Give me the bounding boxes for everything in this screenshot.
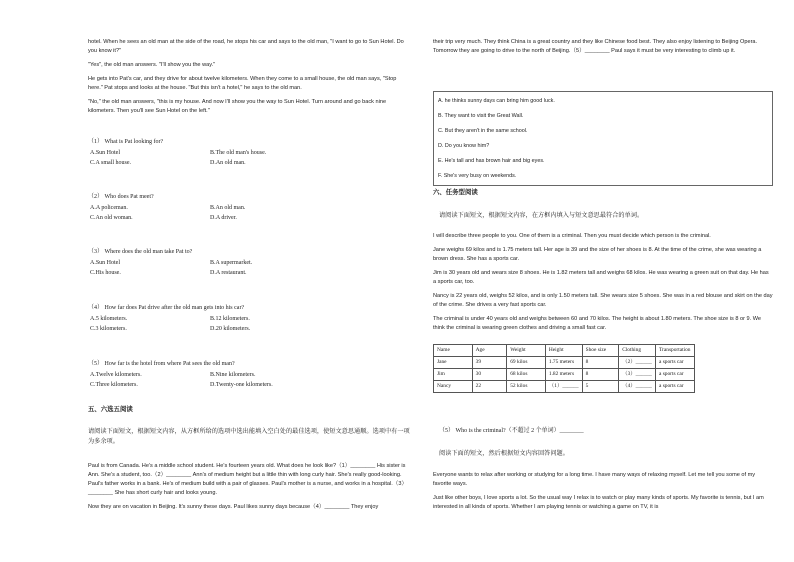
option-d-text: D. Do you know him? xyxy=(438,143,490,149)
option-b[interactable]: B.12 kilometers. xyxy=(210,316,250,322)
paragraph: Jim is 30 years old and wears size 8 shoes. He is 1.82 meters tall and weighs 68 kilos. He was wearing a green suit on that day. He has a sports car, too. xyxy=(433,270,769,285)
question-five: （5） Who is the criminal?（不超过 2 个单词）________ xyxy=(439,428,584,434)
passage-four xyxy=(433,471,773,512)
table-row xyxy=(434,381,695,393)
option-b-text: B. They want to visit the Great Wall. xyxy=(438,113,524,119)
option-a[interactable]: A.Twelve kilometers. xyxy=(90,372,142,378)
option-b[interactable]: B.Nine kilometers. xyxy=(210,372,256,378)
option-a-text: A. he thinks sunny days can bring him good luck. xyxy=(438,98,555,104)
option-a[interactable]: A.A policeman. xyxy=(90,205,128,211)
cell: 5 xyxy=(582,381,619,393)
answer-blank[interactable]: （3）______ xyxy=(619,369,656,381)
paragraph: Everyone wants to relax after working or studying for a long time. I have many ways of relaxing myself. Let me tell you some of my favorite ways. xyxy=(433,472,756,487)
option-d[interactable]: D.A driver. xyxy=(210,215,237,221)
section-six-title: 六、任务型阅读 xyxy=(433,189,478,196)
paragraph: Now they are on vacation in Beijing. It's sunny these days. Paul likes sunny days because（4）________ They enjoy xyxy=(88,504,379,510)
question-4 xyxy=(88,304,410,334)
option-c[interactable]: C.His house. xyxy=(90,270,121,276)
option-d[interactable]: D.20 kilometers. xyxy=(210,326,251,332)
cell: Jim xyxy=(434,369,473,381)
header-cell: Name xyxy=(434,345,473,357)
paragraph: "No," the old man answers, "this is my house. And now I'll show you the way to Sun Hotel. Turn around and go back nine kilometers. Then you'll see Sun Hotel on the left." xyxy=(88,99,387,114)
option-d[interactable]: D.An old man. xyxy=(210,160,246,166)
option-c[interactable]: C.A small house. xyxy=(90,160,132,166)
option-a[interactable]: A.Sun Hotel xyxy=(90,260,120,266)
cell: 69 kilos xyxy=(507,357,546,369)
question-5 xyxy=(88,360,410,390)
question-text: （4） How far does Pat drive after the old man gets into his car? xyxy=(88,305,245,311)
answer-blank[interactable]: （2）______ xyxy=(619,357,656,369)
option-c[interactable]: C.3 kilometers. xyxy=(90,326,127,332)
header-cell: Height xyxy=(545,345,582,357)
option-b[interactable]: B.A supermarket. xyxy=(210,260,253,266)
answer-blank[interactable]: （1）______ xyxy=(545,381,582,393)
cell: a sports car xyxy=(655,381,694,393)
cell: 68 kilos xyxy=(507,369,546,381)
option-a[interactable]: A.Sun Hotel xyxy=(90,150,120,156)
table-row xyxy=(434,369,695,381)
passage-one-end xyxy=(88,38,410,116)
cell: Nancy xyxy=(434,381,473,393)
section-six-instructions: 请阅读下面短文，根据短文内容，在方框内填入与短文意思最符合的单词。 xyxy=(439,212,644,219)
paragraph: Just like other boys, I love sports a lot. So the usual way I relax is to watch or play many kinds of sports. My favorite is tennis, but I am interested in all kinds of sports. Whether I am playing tennis or watching a game on TV, it is xyxy=(433,495,764,510)
header-cell: Age xyxy=(472,345,507,357)
cell: Jane xyxy=(434,357,473,369)
table-header-row xyxy=(434,345,695,357)
header-cell: Shoe size xyxy=(582,345,619,357)
header-cell: Clothing xyxy=(619,345,656,357)
paragraph: Paul is from Canada. He's a middle school student. He's fourteen years old. What does he look like?（1）________ His sister is Ann. She's a student, too.（2）________ Ann's of medium height but a little thin with long curly hair. She's really good-looking. Paul's father works in a bank. He's of medium build with a pair of glasses. Paul's mother is a nurse, and works in a hospital.（3）________ She has short curly hair and looks young. xyxy=(88,463,408,496)
cell: 1.82 meters xyxy=(545,369,582,381)
question-text: （3） Where does the old man take Pat to? xyxy=(88,249,193,255)
cell: 39 xyxy=(472,357,507,369)
cell: 8 xyxy=(582,357,619,369)
paragraph: Nancy is 22 years old, weighs 52 kilos, and is only 1.50 meters tall. She wears size 5 shoes. She was in a red blouse and skirt on the day of the crime. She drives a very fast sports car. xyxy=(433,293,773,308)
passage-three xyxy=(433,232,773,333)
option-b[interactable]: B.An old man. xyxy=(210,205,246,211)
table-row xyxy=(434,357,695,369)
option-d[interactable]: D.A restaurant. xyxy=(210,270,247,276)
cell: 1.75 meters xyxy=(545,357,582,369)
cell: 30 xyxy=(472,369,507,381)
cell: 22 xyxy=(472,381,507,393)
header-cell: Weight xyxy=(507,345,546,357)
option-e-text: E. He's tall and has brown hair and big eyes. xyxy=(438,158,545,164)
question-3 xyxy=(88,248,410,278)
header-cell: Transportation xyxy=(655,345,694,357)
passage-two-end: their trip very much. They think China is a great country and they like Chinese food best. They also enjoy listening to Beijing Opera. Tomorrow they are going to drive to the north of Beijing.（5）________ Paul says it must be very interesting to climb up it. xyxy=(433,39,758,54)
section-seven-instructions: 阅读下面的短文，然后根据短文内容回答问题。 xyxy=(439,450,569,457)
option-c[interactable]: C.Three kilometers. xyxy=(90,382,138,388)
paragraph: hotel. When he sees an old man at the side of the road, he stops his car and says to the old man, "I want to go to Sun Hotel. Do you know it?" xyxy=(88,39,404,54)
answer-blank[interactable]: （4）______ xyxy=(619,381,656,393)
option-c[interactable]: C.An old woman. xyxy=(90,215,133,221)
section-five-instructions: 请阅读下面短文，根据短文内容，从方框所给的选项中选出能填入空白处的最佳选项，使短文意思通顺。选项中有一项为多余项。 xyxy=(88,428,410,445)
option-d[interactable]: D.Twenty-one kilometers. xyxy=(210,382,273,388)
option-c-text: C. But they aren't in the same school. xyxy=(438,128,528,134)
passage-two xyxy=(88,462,410,512)
suspect-table xyxy=(433,344,695,393)
paragraph: "Yes", the old man answers. "I'll show you the way." xyxy=(88,62,216,68)
section-five-title: 五、六选五阅读 xyxy=(88,406,133,413)
paragraph: I will describe three people to you. One of them is a criminal. Then you must decide which person is the criminal. xyxy=(433,233,711,239)
paragraph: He gets into Pat's car, and they drive for about twelve kilometers. When they come to a small house, the old man says, "Stop here." Pat stops and looks at the house. "But this isn't a hotel," he says to the old man. xyxy=(88,76,397,91)
cell: 8 xyxy=(582,369,619,381)
cell: a sports car xyxy=(655,357,694,369)
paragraph: The criminal is under 40 years old and weighs between 60 and 70 kilos. The height is about 1.80 meters. The shoe size is 8 or 9. We think the criminal is wearing green clothes and driving a small fast car. xyxy=(433,316,762,331)
cell: 52 kilos xyxy=(507,381,546,393)
cell: a sports car xyxy=(655,369,694,381)
question-text: （2） Who does Pat meet? xyxy=(88,194,154,200)
option-f-text: F. She's very busy on weekends. xyxy=(438,173,517,179)
question-2 xyxy=(88,193,410,223)
paragraph: Jane weighs 69 kilos and is 1.75 meters tall. Her age is 39 and the size of her shoes is 8. At the time of the crime, she was wearing a brown dress. She has a sports car. xyxy=(433,247,762,262)
question-text: （1） What is Pat looking for? xyxy=(88,139,164,145)
option-a[interactable]: A.5 kilometers. xyxy=(90,316,128,322)
question-1 xyxy=(88,138,410,168)
option-b[interactable]: B.The old man's house. xyxy=(210,150,267,156)
question-text: （5） How far is the hotel from where Pat sees the old man? xyxy=(88,361,235,367)
options-box xyxy=(433,91,773,186)
